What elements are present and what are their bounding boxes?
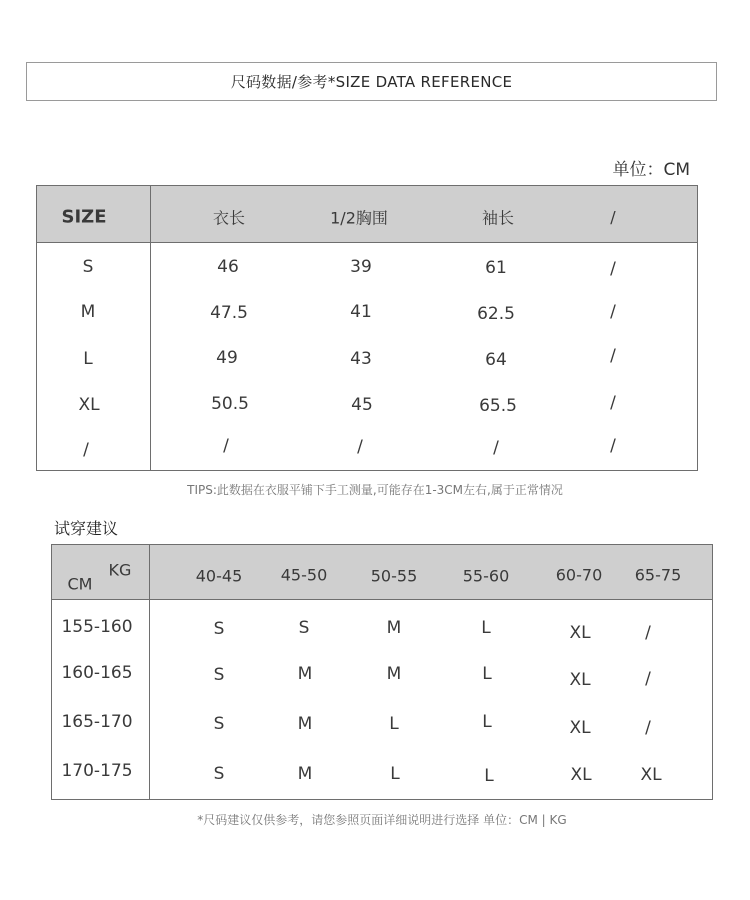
size-suggestion: S [213, 764, 225, 784]
size-cell: / [610, 346, 616, 366]
weight-header: 40-45 [195, 566, 243, 586]
try-table-divider [149, 545, 150, 799]
size-cell: 43 [350, 349, 372, 369]
weight-header: 50-55 [370, 566, 418, 586]
size-cell: / [610, 302, 616, 322]
size-suggestion: L [484, 766, 494, 786]
weight-header: 65-75 [634, 565, 682, 585]
weight-header: 60-70 [555, 565, 603, 585]
size-suggestion: XL [569, 718, 591, 738]
size-suggestion: M [386, 664, 402, 684]
title-box [26, 62, 717, 101]
size-suggestion: XL [569, 670, 591, 690]
size-suggestion: L [390, 764, 400, 784]
size-cell: L [83, 349, 93, 369]
try-on-table [51, 544, 713, 800]
unit-label: 单位：CM [612, 160, 690, 180]
size-cell: / [223, 436, 229, 456]
size-cell: M [80, 302, 96, 322]
size-cell: / [357, 437, 363, 457]
size-cell: 47.5 [210, 303, 248, 323]
footnote-text: *尺码建议仅供参考，请您参照页面详细说明进行选择 单位：CM | KG [197, 813, 567, 827]
size-suggestion: / [645, 669, 651, 689]
size-suggestion: XL [570, 765, 592, 785]
size-cell: 65.5 [479, 396, 517, 416]
size-header-size: SIZE [61, 206, 107, 228]
corner-cm-label: CM [67, 574, 93, 594]
size-cell: 49 [216, 348, 238, 368]
size-suggestion: L [389, 714, 399, 734]
size-suggestion: L [481, 618, 491, 638]
size-suggestion: M [297, 764, 313, 784]
page-title: 尺码数据/参考*SIZE DATA REFERENCE [230, 73, 513, 91]
size-cell: / [610, 259, 616, 279]
size-cell: 62.5 [477, 304, 515, 324]
size-cell: / [610, 393, 616, 413]
size-cell: 45 [351, 395, 373, 415]
weight-header: 45-50 [280, 565, 328, 585]
size-suggestion: M [297, 664, 313, 684]
size-suggestion: S [213, 665, 225, 685]
size-suggestion: S [213, 714, 225, 734]
height-label: 170-175 [61, 761, 133, 781]
size-cell: 39 [350, 257, 372, 277]
size-suggestion: / [645, 623, 651, 643]
size-cell: XL [78, 395, 100, 415]
height-label: 165-170 [61, 712, 133, 732]
size-cell: / [493, 438, 499, 458]
size-header-sleeve: 袖长 [481, 208, 515, 228]
size-cell: / [83, 440, 89, 460]
height-label: 155-160 [61, 617, 133, 637]
size-suggestion: XL [640, 765, 662, 785]
size-header-chest: 1/2胸围 [330, 208, 388, 228]
size-cell: 64 [485, 350, 507, 370]
size-suggestion: L [482, 712, 492, 732]
size-table-divider [150, 186, 151, 470]
size-cell: S [82, 257, 94, 277]
size-suggestion: M [297, 714, 313, 734]
height-label: 160-165 [61, 663, 133, 683]
size-suggestion: M [386, 618, 402, 638]
size-header-extra: / [610, 207, 616, 227]
try-on-title: 试穿建议 [54, 519, 119, 538]
size-cell: 46 [217, 257, 239, 277]
size-suggestion: / [645, 718, 651, 738]
size-suggestion: XL [569, 623, 591, 643]
size-cell: / [610, 436, 616, 456]
size-suggestion: S [298, 618, 310, 638]
size-suggestion: L [482, 664, 492, 684]
size-header-length: 衣长 [212, 208, 246, 228]
tips-text: TIPS:此数据在衣服平铺下手工测量,可能存在1-3CM左右,属于正常情况 [187, 483, 563, 497]
size-cell: 41 [350, 302, 372, 322]
weight-header: 55-60 [462, 566, 510, 586]
size-table [36, 185, 698, 471]
size-cell: 50.5 [211, 394, 249, 414]
size-cell: 61 [485, 258, 507, 278]
corner-kg-label: KG [108, 560, 132, 580]
size-suggestion: S [213, 619, 225, 639]
